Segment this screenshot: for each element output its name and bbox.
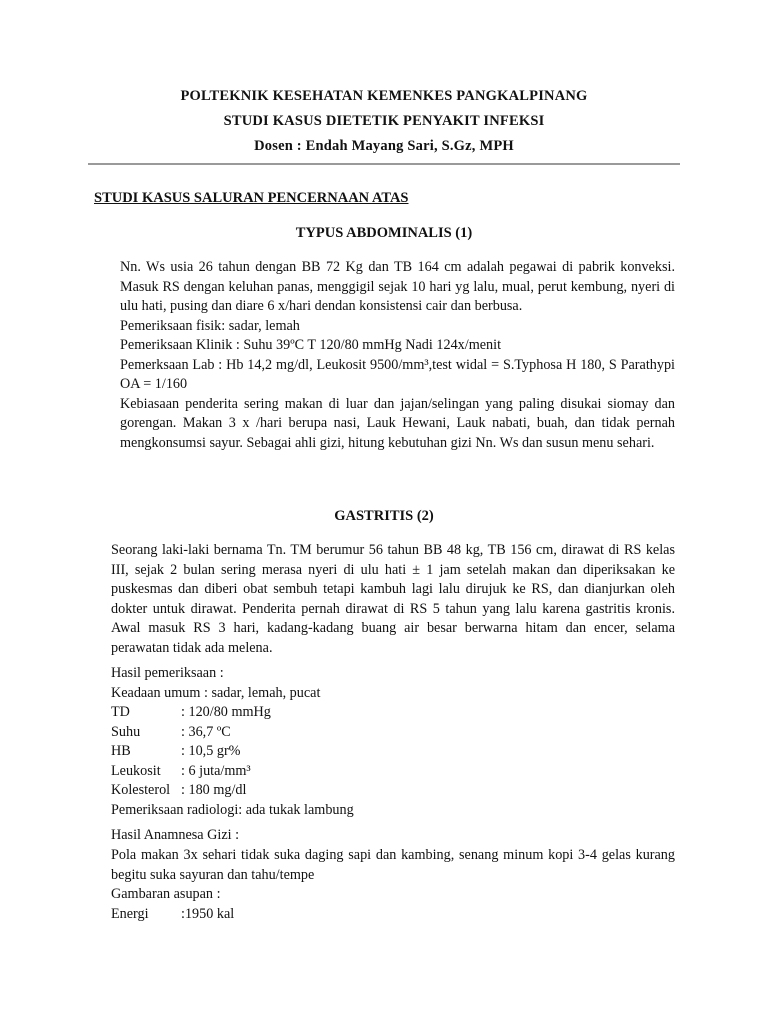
exam-value: : 120/80 mmHg [181, 704, 271, 720]
exam-row [111, 781, 675, 801]
case1-title: TYPUS ABDOMINALIS (1) [295, 225, 473, 241]
exam-label: Kolesterol [111, 782, 171, 798]
case1-clinical-exam: Pemeriksaan Klinik : Suhu 39ºC T 120/80 mmHg Nadi 124x/menit [120, 337, 502, 353]
exam-label: HB [111, 743, 131, 759]
case2-anamnesa-heading-block [111, 826, 675, 846]
case2-exam [111, 664, 675, 820]
case2-anamnesa-block [111, 846, 675, 885]
case1-physical-exam: Pemeriksaan fisik: sadar, lemah [120, 317, 300, 334]
institution-title: POLTEKNIK KESEHATAN KEMENKES PANGKALPINANG [180, 88, 588, 104]
exam-value: : 6 juta/mm³ [181, 762, 251, 779]
exam-label: Suhu [111, 723, 141, 740]
header-divider [88, 163, 680, 165]
exam-row [111, 703, 675, 723]
course-title: STUDI KASUS DIETETIK PENYAKIT INFEKSI [223, 113, 545, 129]
anamnesa-text: Pola makan 3x sehari tidak suka daging sapi dan kambing, senang minum kopi 3-4 gelas kurang begitu suka sayuran dan tahu/tempe [111, 847, 675, 883]
exam-value: : 180 mg/dl [181, 782, 247, 798]
exam-label: Leukosit [111, 762, 161, 779]
case2-title: GASTRITIS (2) [334, 508, 434, 524]
case2-body [111, 541, 675, 658]
anamnesa-heading: Hasil Anamnesa Gizi : [111, 827, 240, 843]
intake-value: :1950 kal [181, 905, 235, 922]
exam-row [111, 723, 675, 743]
exam-row [111, 762, 675, 782]
case1-body [120, 258, 675, 453]
exam-value: : 10,5 gr% [181, 743, 241, 759]
section-title: STUDI KASUS SALURAN PENCERNAAN ATAS [94, 190, 409, 206]
intake-label: Energi [111, 905, 149, 922]
exam-general: Keadaan umum : sadar, lemah, pucat [111, 684, 321, 701]
case1-lab-exam: Pemerksaan Lab : Hb 14,2 mg/dl, Leukosit 9500/mm³,test widal = S.Typhosa H 180, S Parathypi OA = 1/160 [120, 356, 675, 392]
intake-heading: Gambaran asupan : [111, 886, 221, 902]
case2-paragraph: Seorang laki-laki bernama Tn. TM berumur 56 tahun BB 48 kg, TB 156 cm, dirawat di RS kelas III, sejak 2 bulan sering merasa nyeri di ulu hati ± 1 jam setelah makan dan diperiksakan ke puskesmas dan diberi obat sembuh tetapi kambuh lagi lalu dirujuk ke RS, dan dianjurkan oleh dokter untuk dirawat. Penderita pernah dirawat di RS 5 tahun yang lalu karena gastritis kronis. Awal masuk RS 3 hari, kadang-kadang buang air besar berwarna hitam dan encer, selama perawatan tidak ada melena. [111, 542, 675, 656]
exam-heading: Hasil pemeriksaan : [111, 665, 224, 681]
case2-intake [111, 885, 675, 924]
exam-row [111, 742, 675, 762]
radiology-line: Pemeriksaan radiologi: ada tukak lambung [111, 801, 354, 818]
lecturer-line: Dosen : Endah Mayang Sari, S.Gz, MPH [254, 138, 514, 154]
case1-paragraph: Nn. Ws usia 26 tahun dengan BB 72 Kg dan TB 164 cm adalah pegawai di pabrik konveksi. Masuk RS dengan keluhan panas, menggigil sejak 10 hari yg lalu, mual, perut kembung, nyeri di ulu hati, pusing dan diare 6 x/hari dendan konsistensi cair dan berbusa. [120, 259, 675, 314]
case1-habit: Kebiasaan penderita sering makan di luar dan jajan/selingan yang paling disukai siomay dan gorengan. Makan 3 x /hari berupa nasi, Lauk Hewani, Lauk nabati, buah, dan tidak pernah mengkonsumsi sayur. Sebagai ahli gizi, hitung kebutuhan gizi Nn. Ws dan susun menu sehari. [120, 395, 675, 451]
exam-value: : 36,7 ºC [181, 723, 231, 740]
intake-row [111, 905, 675, 925]
exam-label: TD [111, 704, 130, 720]
